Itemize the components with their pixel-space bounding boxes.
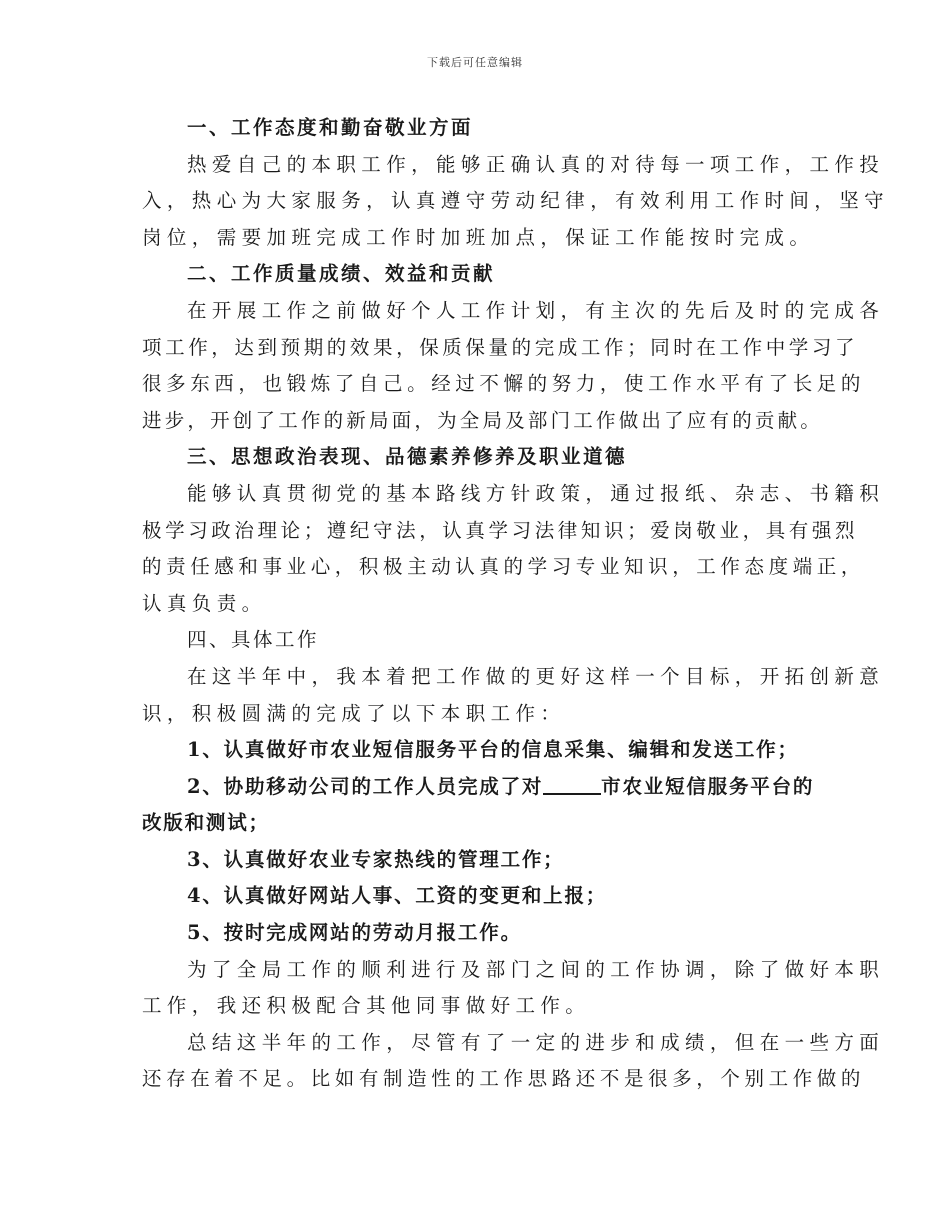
list-item: 1、认真做好市农业短信服务平台的信息采集、编辑和发送工作； — [187, 738, 799, 762]
paragraph-line: 极学习政治理论；遵纪守法，认真学习法律知识；爱岗敬业，具有强烈 — [142, 518, 859, 542]
page-header: 下载后可任意编辑 — [427, 56, 523, 69]
paragraph-line: 岗位，需要加班完成工作时加班加点，保证工作能按时完成。 — [142, 225, 815, 249]
paragraph-line: 认真负责。 — [142, 591, 267, 615]
paragraph-line: 总结这半年的工作，尽管有了一定的进步和成绩，但在一些方面 — [187, 1030, 885, 1054]
list-item — [142, 769, 815, 806]
paragraph-line: 在开展工作之前做好个人工作计划，有主次的先后及时的完成各 — [187, 298, 885, 322]
list-item: 改版和测试； — [142, 811, 270, 835]
section-heading: 一、工作态度和勤奋敬业方面 — [187, 116, 474, 139]
list-item: 3、认真做好农业专家热线的管理工作； — [187, 847, 565, 871]
paragraph-line: 在这半年中，我本着把工作做的更好这样一个目标，开拓创新意 — [187, 664, 885, 688]
section-heading: 三、思想政治表现、品德素养修养及职业道德 — [187, 445, 628, 469]
list-item-text: 2、协助移动公司的工作人员完成了对 — [187, 774, 544, 798]
paragraph-line: 很多东西，也锻炼了自己。经过不懈的努力，使工作水平有了长足的 — [142, 372, 866, 396]
paragraph-line: 能够认真贯彻党的基本路线方针政策，通过报纸、杂志、书籍积 — [187, 481, 885, 505]
fill-in-blank — [543, 773, 601, 795]
list-item: 4、认真做好网站人事、工资的变更和上报； — [187, 884, 608, 908]
paragraph-line: 入，热心为大家服务，认真遵守劳动纪律，有效利用工作时间，坚守 — [142, 189, 890, 213]
paragraph-line: 项工作，达到预期的效果，保质保量的完成工作；同时在工作中学习了 — [142, 335, 859, 359]
paragraph-line: 的责任感和事业心，积极主动认真的学习专业知识，工作态度端正， — [142, 555, 866, 579]
list-item: 5、按时完成网站的劳动月报工作。 — [187, 921, 522, 945]
paragraph-line: 还存在着不足。比如有制造性的工作思路还不是很多，个别工作做的 — [142, 1067, 866, 1091]
section-heading: 四、具体工作 — [187, 628, 320, 652]
list-item-text: 市农业短信服务平台的 — [601, 774, 815, 798]
paragraph-line: 进步，开创了工作的新局面，为全局及部门工作做出了应有的贡献。 — [142, 408, 824, 432]
paragraph-line: 为了全局工作的顺利进行及部门之间的工作协调，除了做好本职 — [187, 957, 885, 981]
paragraph-line: 工作，我还积极配合其他同事做好工作。 — [142, 994, 591, 1018]
document-body — [142, 110, 890, 1098]
section-heading: 二、工作质量成绩、效益和贡献 — [187, 262, 496, 286]
paragraph-line: 识，积极圆满的完成了以下本职工作： — [142, 701, 566, 725]
paragraph-line: 热爱自己的本职工作，能够正确认真的对待每一项工作，工作投 — [187, 152, 885, 176]
